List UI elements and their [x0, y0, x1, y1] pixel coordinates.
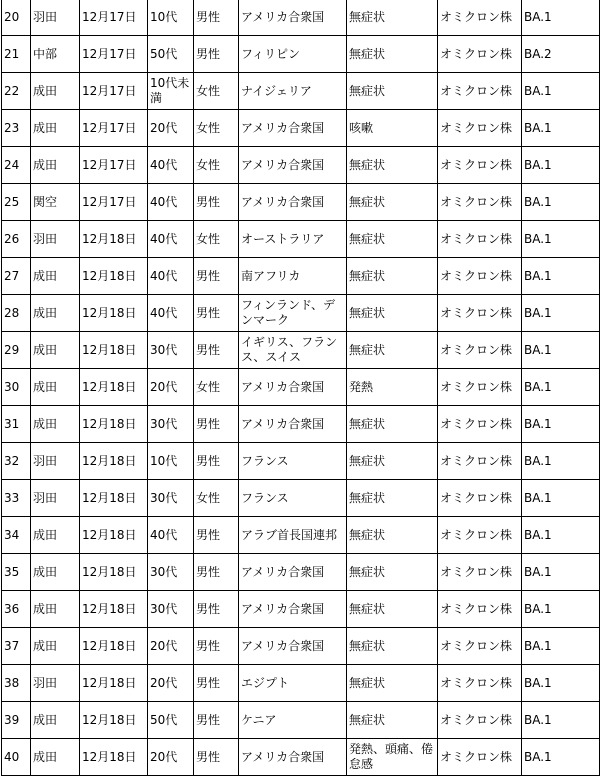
sex-cell: 男性 [194, 739, 239, 776]
age-group-cell: 50代 [148, 702, 194, 739]
table-row [2, 665, 600, 702]
symptom-cell: 無症状 [347, 591, 438, 628]
symptom-cell: 無症状 [347, 443, 438, 480]
symptom-cell: 無症状 [347, 147, 438, 184]
lineage-cell: BA.1 [522, 332, 600, 369]
table-row [2, 184, 600, 221]
case-number-cell: 28 [2, 295, 31, 332]
strain-cell: オミクロン株 [438, 480, 522, 517]
strain-cell: オミクロン株 [438, 295, 522, 332]
strain-cell: オミクロン株 [438, 739, 522, 776]
symptom-cell: 無症状 [347, 554, 438, 591]
symptom-cell: 発熱 [347, 369, 438, 406]
table-row [2, 332, 600, 369]
lineage-cell: BA.2 [522, 36, 600, 73]
airport-cell: 成田 [31, 110, 80, 147]
table-row [2, 480, 600, 517]
case-number-cell: 40 [2, 739, 31, 776]
date-cell: 12月18日 [80, 739, 148, 776]
sex-cell: 女性 [194, 480, 239, 517]
age-group-cell: 40代 [148, 258, 194, 295]
case-number-cell: 25 [2, 184, 31, 221]
date-cell: 12月18日 [80, 332, 148, 369]
symptom-cell: 無症状 [347, 665, 438, 702]
date-cell: 12月17日 [80, 0, 148, 36]
sex-cell: 女性 [194, 110, 239, 147]
case-number-cell: 20 [2, 0, 31, 36]
sex-cell: 男性 [194, 295, 239, 332]
age-group-cell: 30代 [148, 406, 194, 443]
symptom-cell: 無症状 [347, 73, 438, 110]
case-number-cell: 31 [2, 406, 31, 443]
date-cell: 12月18日 [80, 369, 148, 406]
table-row [2, 73, 600, 110]
case-number-cell: 23 [2, 110, 31, 147]
lineage-cell: BA.1 [522, 591, 600, 628]
symptom-cell: 無症状 [347, 628, 438, 665]
lineage-cell: BA.1 [522, 184, 600, 221]
table-row [2, 295, 600, 332]
country-cell: アメリカ合衆国 [239, 147, 347, 184]
strain-cell: オミクロン株 [438, 332, 522, 369]
sex-cell: 女性 [194, 73, 239, 110]
lineage-cell: BA.1 [522, 221, 600, 258]
symptom-cell: 咳嗽 [347, 110, 438, 147]
strain-cell: オミクロン株 [438, 258, 522, 295]
date-cell: 12月18日 [80, 517, 148, 554]
strain-cell: オミクロン株 [438, 36, 522, 73]
date-cell: 12月17日 [80, 110, 148, 147]
sex-cell: 女性 [194, 369, 239, 406]
age-group-cell: 20代 [148, 628, 194, 665]
lineage-cell: BA.1 [522, 702, 600, 739]
lineage-cell: BA.1 [522, 258, 600, 295]
country-cell: アラブ首長国連邦 [239, 517, 347, 554]
case-number-cell: 38 [2, 665, 31, 702]
airport-cell: 羽田 [31, 221, 80, 258]
strain-cell: オミクロン株 [438, 369, 522, 406]
strain-cell: オミクロン株 [438, 628, 522, 665]
age-group-cell: 10代未満 [148, 73, 194, 110]
lineage-cell: BA.1 [522, 443, 600, 480]
date-cell: 12月18日 [80, 702, 148, 739]
sex-cell: 女性 [194, 147, 239, 184]
airport-cell: 羽田 [31, 480, 80, 517]
lineage-cell: BA.1 [522, 110, 600, 147]
table-row [2, 369, 600, 406]
date-cell: 12月18日 [80, 406, 148, 443]
country-cell: イギリス、フランス、スイス [239, 332, 347, 369]
country-cell: エジプト [239, 665, 347, 702]
airport-cell: 成田 [31, 73, 80, 110]
date-cell: 12月18日 [80, 665, 148, 702]
country-cell: オーストラリア [239, 221, 347, 258]
airport-cell: 成田 [31, 406, 80, 443]
table-row [2, 110, 600, 147]
airport-cell: 成田 [31, 591, 80, 628]
lineage-cell: BA.1 [522, 406, 600, 443]
country-cell: 南アフリカ [239, 258, 347, 295]
table-row [2, 258, 600, 295]
strain-cell: オミクロン株 [438, 221, 522, 258]
lineage-cell: BA.1 [522, 517, 600, 554]
country-cell: アメリカ合衆国 [239, 369, 347, 406]
symptom-cell: 無症状 [347, 480, 438, 517]
lineage-cell: BA.1 [522, 73, 600, 110]
symptom-cell: 無症状 [347, 221, 438, 258]
lineage-cell: BA.1 [522, 147, 600, 184]
sex-cell: 男性 [194, 702, 239, 739]
age-group-cell: 20代 [148, 665, 194, 702]
date-cell: 12月18日 [80, 480, 148, 517]
strain-cell: オミクロン株 [438, 406, 522, 443]
airport-cell: 羽田 [31, 443, 80, 480]
table-row [2, 739, 600, 776]
sex-cell: 男性 [194, 517, 239, 554]
airport-cell: 成田 [31, 702, 80, 739]
table-row [2, 221, 600, 258]
age-group-cell: 40代 [148, 147, 194, 184]
sex-cell: 男性 [194, 406, 239, 443]
strain-cell: オミクロン株 [438, 73, 522, 110]
age-group-cell: 20代 [148, 369, 194, 406]
case-number-cell: 29 [2, 332, 31, 369]
airport-cell: 羽田 [31, 0, 80, 36]
table-row [2, 702, 600, 739]
strain-cell: オミクロン株 [438, 665, 522, 702]
age-group-cell: 30代 [148, 480, 194, 517]
sex-cell: 男性 [194, 36, 239, 73]
strain-cell: オミクロン株 [438, 110, 522, 147]
country-cell: フィリピン [239, 36, 347, 73]
case-number-cell: 33 [2, 480, 31, 517]
symptom-cell: 発熱、頭痛、倦怠感 [347, 739, 438, 776]
airport-cell: 成田 [31, 147, 80, 184]
country-cell: フランス [239, 443, 347, 480]
sex-cell: 男性 [194, 665, 239, 702]
airport-cell: 成田 [31, 628, 80, 665]
lineage-cell: BA.1 [522, 665, 600, 702]
date-cell: 12月18日 [80, 258, 148, 295]
country-cell: アメリカ合衆国 [239, 628, 347, 665]
lineage-cell: BA.1 [522, 739, 600, 776]
date-cell: 12月18日 [80, 554, 148, 591]
country-cell: フランス [239, 480, 347, 517]
symptom-cell: 無症状 [347, 0, 438, 36]
strain-cell: オミクロン株 [438, 443, 522, 480]
date-cell: 12月17日 [80, 184, 148, 221]
symptom-cell: 無症状 [347, 517, 438, 554]
strain-cell: オミクロン株 [438, 554, 522, 591]
date-cell: 12月17日 [80, 73, 148, 110]
airport-cell: 成田 [31, 739, 80, 776]
cases-table [1, 0, 600, 776]
age-group-cell: 50代 [148, 36, 194, 73]
case-number-cell: 35 [2, 554, 31, 591]
strain-cell: オミクロン株 [438, 147, 522, 184]
table-row [2, 36, 600, 73]
lineage-cell: BA.1 [522, 0, 600, 36]
country-cell: アメリカ合衆国 [239, 591, 347, 628]
country-cell: アメリカ合衆国 [239, 110, 347, 147]
lineage-cell: BA.1 [522, 295, 600, 332]
age-group-cell: 40代 [148, 184, 194, 221]
sex-cell: 女性 [194, 221, 239, 258]
cases-table-body [2, 0, 600, 776]
age-group-cell: 20代 [148, 739, 194, 776]
lineage-cell: BA.1 [522, 369, 600, 406]
date-cell: 12月18日 [80, 628, 148, 665]
symptom-cell: 無症状 [347, 702, 438, 739]
age-group-cell: 10代 [148, 443, 194, 480]
date-cell: 12月18日 [80, 295, 148, 332]
sex-cell: 男性 [194, 443, 239, 480]
strain-cell: オミクロン株 [438, 702, 522, 739]
lineage-cell: BA.1 [522, 628, 600, 665]
age-group-cell: 30代 [148, 554, 194, 591]
country-cell: アメリカ合衆国 [239, 0, 347, 36]
country-cell: アメリカ合衆国 [239, 406, 347, 443]
symptom-cell: 無症状 [347, 258, 438, 295]
age-group-cell: 30代 [148, 591, 194, 628]
lineage-cell: BA.1 [522, 480, 600, 517]
age-group-cell: 40代 [148, 517, 194, 554]
case-number-cell: 37 [2, 628, 31, 665]
sex-cell: 男性 [194, 591, 239, 628]
country-cell: ケニア [239, 702, 347, 739]
airport-cell: 羽田 [31, 665, 80, 702]
sex-cell: 男性 [194, 554, 239, 591]
table-row [2, 443, 600, 480]
date-cell: 12月17日 [80, 36, 148, 73]
table-row [2, 517, 600, 554]
country-cell: アメリカ合衆国 [239, 554, 347, 591]
case-number-cell: 32 [2, 443, 31, 480]
case-number-cell: 26 [2, 221, 31, 258]
case-number-cell: 34 [2, 517, 31, 554]
airport-cell: 成田 [31, 369, 80, 406]
table-row [2, 591, 600, 628]
case-number-cell: 21 [2, 36, 31, 73]
case-number-cell: 30 [2, 369, 31, 406]
date-cell: 12月18日 [80, 221, 148, 258]
sex-cell: 男性 [194, 332, 239, 369]
strain-cell: オミクロン株 [438, 184, 522, 221]
table-row [2, 554, 600, 591]
strain-cell: オミクロン株 [438, 0, 522, 36]
symptom-cell: 無症状 [347, 36, 438, 73]
sex-cell: 男性 [194, 0, 239, 36]
airport-cell: 成田 [31, 554, 80, 591]
lineage-cell: BA.1 [522, 554, 600, 591]
case-number-cell: 27 [2, 258, 31, 295]
date-cell: 12月18日 [80, 443, 148, 480]
case-number-cell: 36 [2, 591, 31, 628]
date-cell: 12月17日 [80, 147, 148, 184]
table-row [2, 628, 600, 665]
age-group-cell: 40代 [148, 295, 194, 332]
airport-cell: 成田 [31, 295, 80, 332]
airport-cell: 関空 [31, 184, 80, 221]
sex-cell: 男性 [194, 628, 239, 665]
country-cell: フィンランド、デンマーク [239, 295, 347, 332]
table-row [2, 147, 600, 184]
airport-cell: 成田 [31, 517, 80, 554]
symptom-cell: 無症状 [347, 332, 438, 369]
country-cell: アメリカ合衆国 [239, 739, 347, 776]
airport-cell: 成田 [31, 258, 80, 295]
strain-cell: オミクロン株 [438, 517, 522, 554]
case-number-cell: 24 [2, 147, 31, 184]
symptom-cell: 無症状 [347, 184, 438, 221]
airport-cell: 中部 [31, 36, 80, 73]
symptom-cell: 無症状 [347, 406, 438, 443]
airport-cell: 成田 [31, 332, 80, 369]
table-row [2, 406, 600, 443]
age-group-cell: 40代 [148, 221, 194, 258]
date-cell: 12月18日 [80, 591, 148, 628]
age-group-cell: 10代 [148, 0, 194, 36]
age-group-cell: 20代 [148, 110, 194, 147]
sex-cell: 男性 [194, 258, 239, 295]
symptom-cell: 無症状 [347, 295, 438, 332]
sex-cell: 男性 [194, 184, 239, 221]
strain-cell: オミクロン株 [438, 591, 522, 628]
case-number-cell: 22 [2, 73, 31, 110]
table-row [2, 0, 600, 36]
age-group-cell: 30代 [148, 332, 194, 369]
country-cell: ナイジェリア [239, 73, 347, 110]
case-number-cell: 39 [2, 702, 31, 739]
country-cell: アメリカ合衆国 [239, 184, 347, 221]
